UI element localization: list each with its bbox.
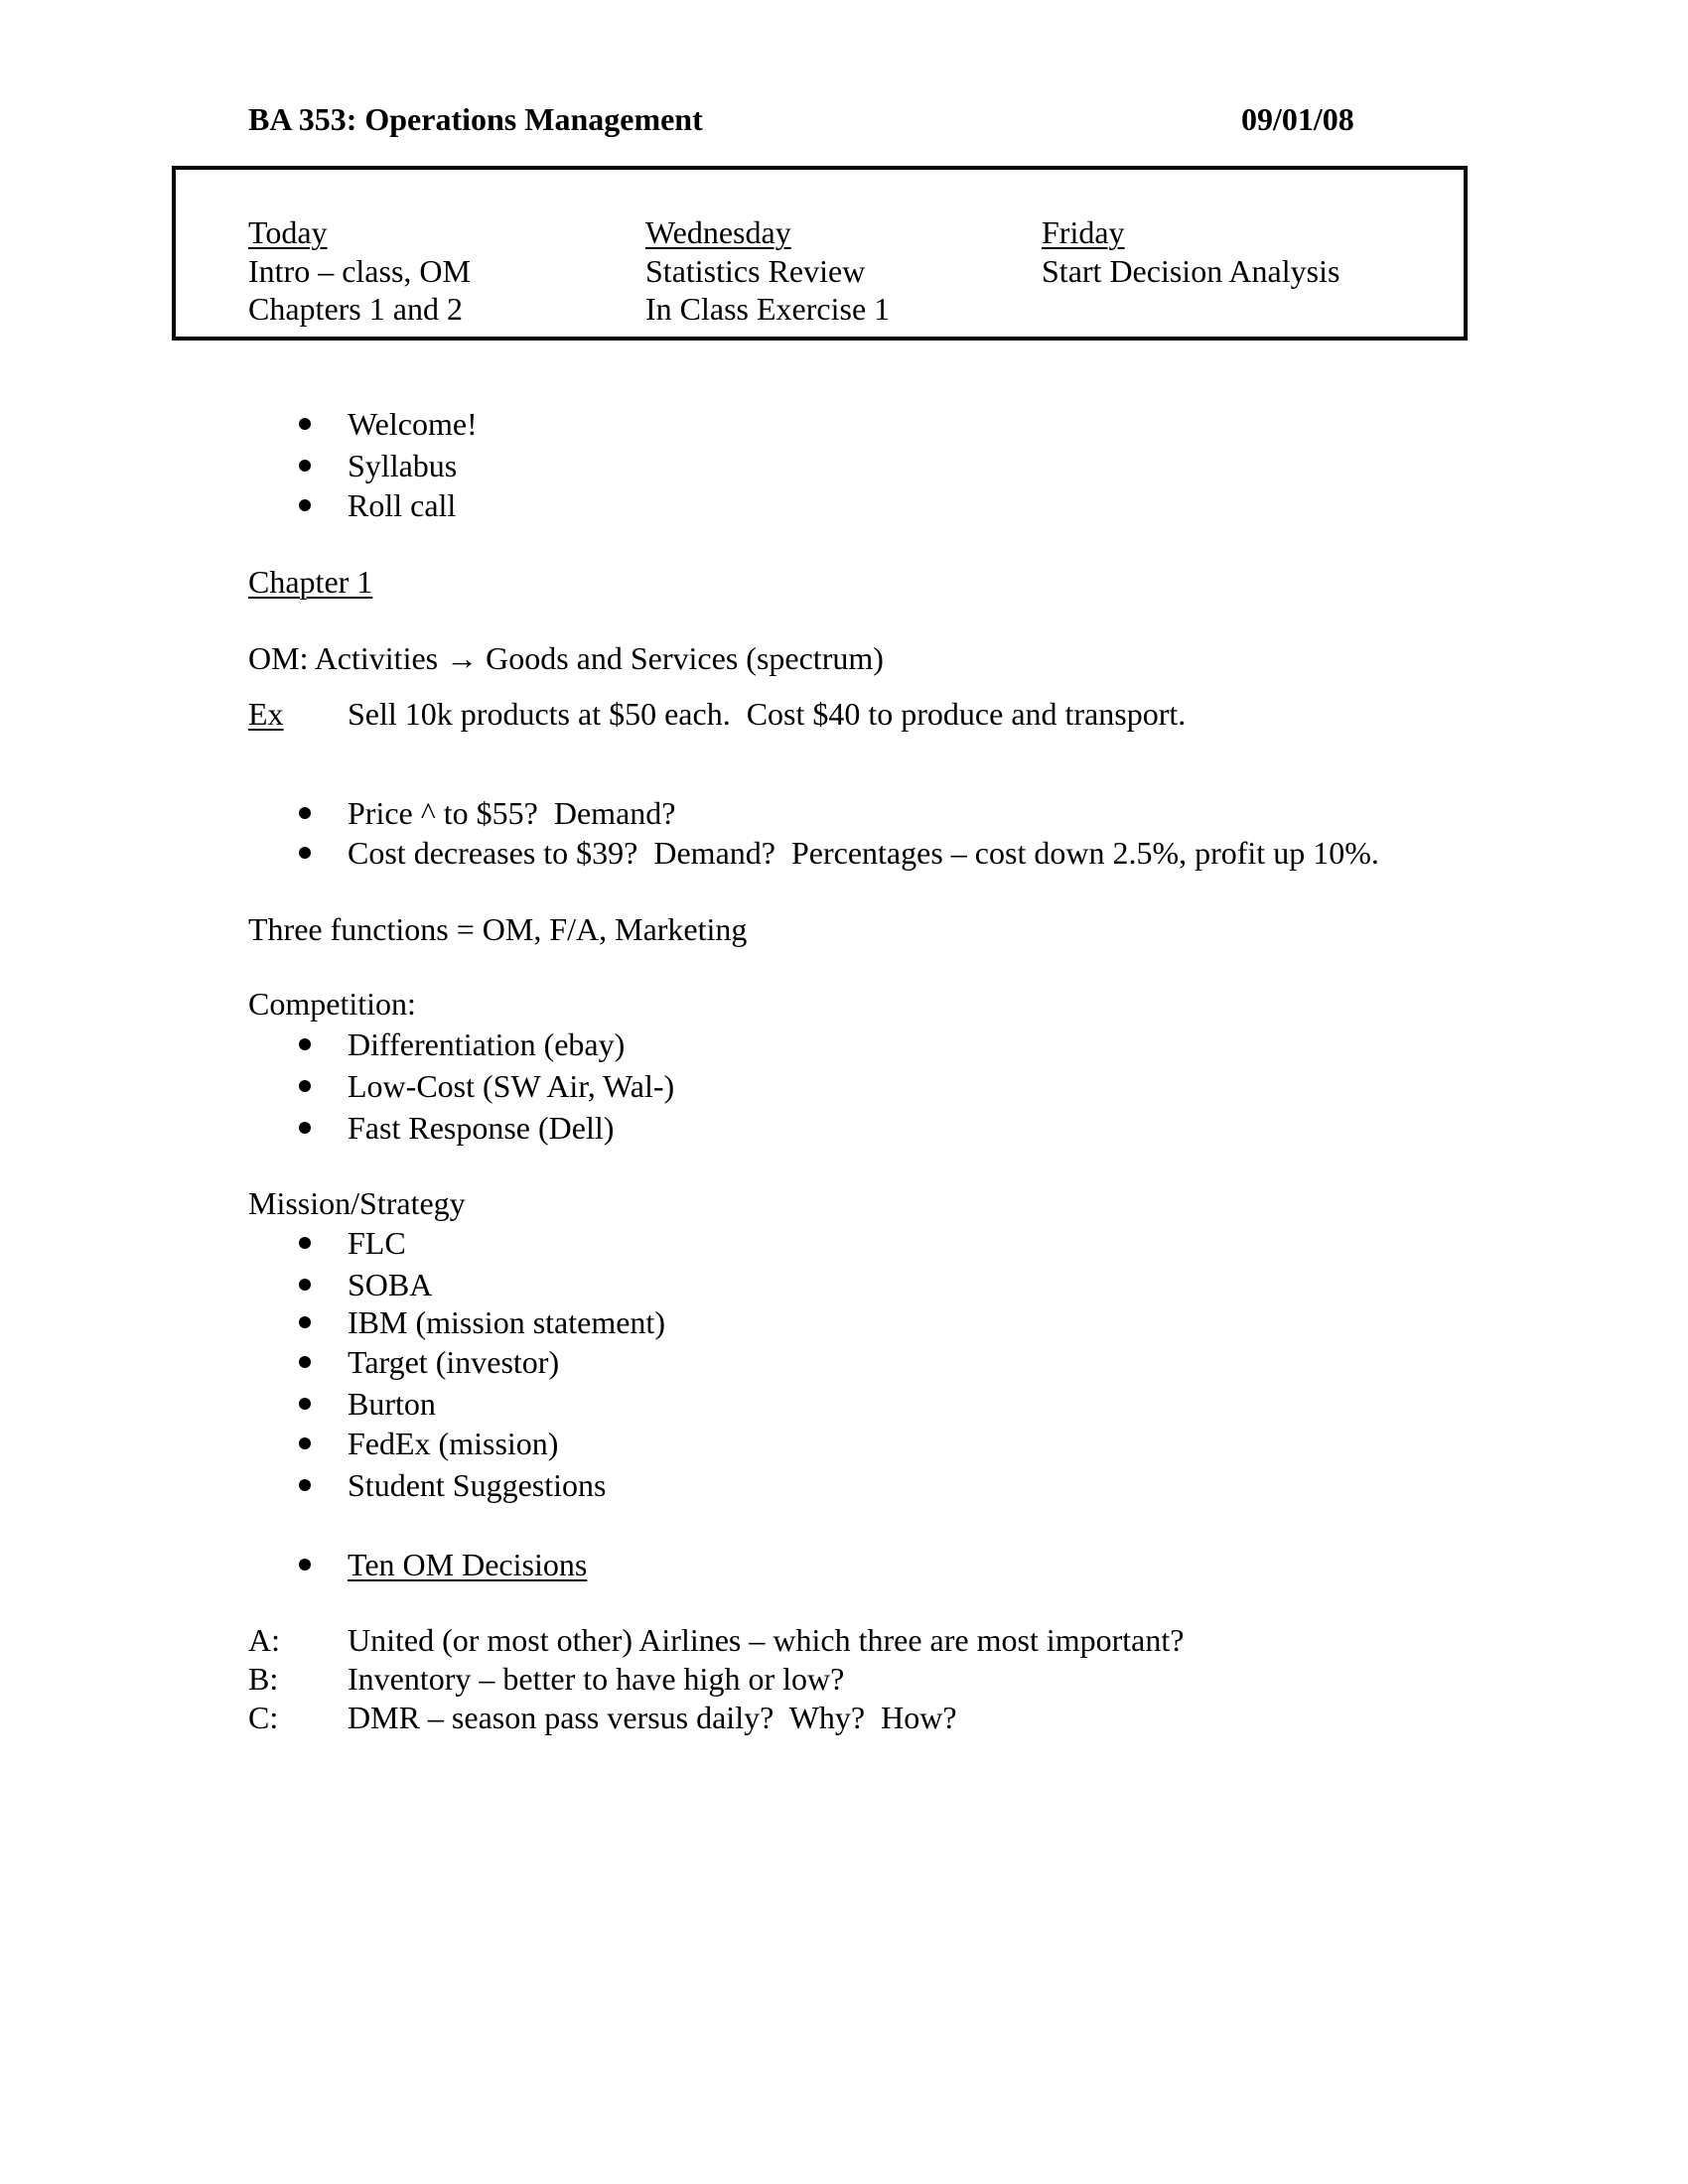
list-item: FLC — [348, 1225, 406, 1261]
list-item: Burton — [348, 1386, 436, 1422]
question-label: A: — [248, 1622, 280, 1658]
bullet-icon — [299, 1479, 311, 1491]
schedule-day-friday: Friday — [1042, 214, 1125, 250]
om-definition: OM: Activities → Goods and Services (spectrum) — [248, 640, 884, 676]
schedule-item: In Class Exercise 1 — [645, 291, 891, 327]
list-item: Price ^ to $55? Demand? — [348, 795, 676, 831]
bullet-icon — [299, 1080, 311, 1092]
list-item: Student Suggestions — [348, 1467, 607, 1503]
question-label: B: — [248, 1661, 279, 1697]
bullet-icon — [299, 1356, 311, 1368]
list-item: Syllabus — [348, 448, 458, 483]
section-heading-chapter-1: Chapter 1 — [248, 564, 373, 600]
bullet-icon — [299, 418, 311, 430]
bullet-icon — [299, 807, 311, 819]
question-text: Inventory – better to have high or low? — [348, 1661, 845, 1697]
bullet-icon — [299, 1316, 311, 1328]
list-item: Fast Response (Dell) — [348, 1110, 615, 1146]
list-item: Target (investor) — [348, 1344, 560, 1380]
bullet-icon — [299, 1122, 311, 1134]
schedule-item: Start Decision Analysis — [1042, 253, 1340, 289]
question-text: DMR – season pass versus daily? Why? How? — [348, 1700, 957, 1735]
question-label: C: — [248, 1700, 279, 1735]
bullet-icon — [299, 499, 311, 511]
schedule-item: Statistics Review — [645, 253, 866, 289]
list-item: Roll call — [348, 487, 457, 523]
bullet-icon — [299, 1038, 311, 1050]
bullet-icon — [299, 1279, 311, 1291]
schedule-item: Intro – class, OM — [248, 253, 471, 289]
question-text: United (or most other) Airlines – which three are most important? — [348, 1622, 1185, 1658]
list-item: SOBA — [348, 1267, 433, 1302]
mission-heading: Mission/Strategy — [248, 1185, 466, 1221]
bullet-icon — [299, 1237, 311, 1249]
bullet-icon — [299, 1398, 311, 1410]
bullet-icon — [299, 460, 311, 472]
schedule-day-today: Today — [248, 214, 328, 250]
bullet-icon — [299, 847, 311, 859]
competition-heading: Competition: — [248, 986, 416, 1022]
bullet-icon — [299, 1437, 311, 1449]
course-title: BA 353: Operations Management — [248, 101, 703, 137]
document-date: 09/01/08 — [1241, 101, 1354, 137]
example-label: Ex — [248, 696, 284, 732]
example-text: Sell 10k products at $50 each. Cost $40 to produce and transport. — [348, 696, 1187, 732]
ten-om-decisions: Ten OM Decisions — [348, 1547, 588, 1582]
schedule-day-wednesday: Wednesday — [645, 214, 791, 250]
list-item: Low-Cost (SW Air, Wal-) — [348, 1068, 675, 1104]
list-item: Cost decreases to $39? Demand? Percentages – cost down 2.5%, profit up 10%. — [348, 835, 1379, 871]
three-functions: Three functions = OM, F/A, Marketing — [248, 911, 748, 947]
list-item: IBM (mission statement) — [348, 1304, 665, 1340]
bullet-icon — [299, 1559, 311, 1570]
list-item: Welcome! — [348, 406, 478, 442]
list-item: Differentiation (ebay) — [348, 1026, 626, 1062]
schedule-item: Chapters 1 and 2 — [248, 291, 463, 327]
list-item: FedEx (mission) — [348, 1426, 559, 1461]
